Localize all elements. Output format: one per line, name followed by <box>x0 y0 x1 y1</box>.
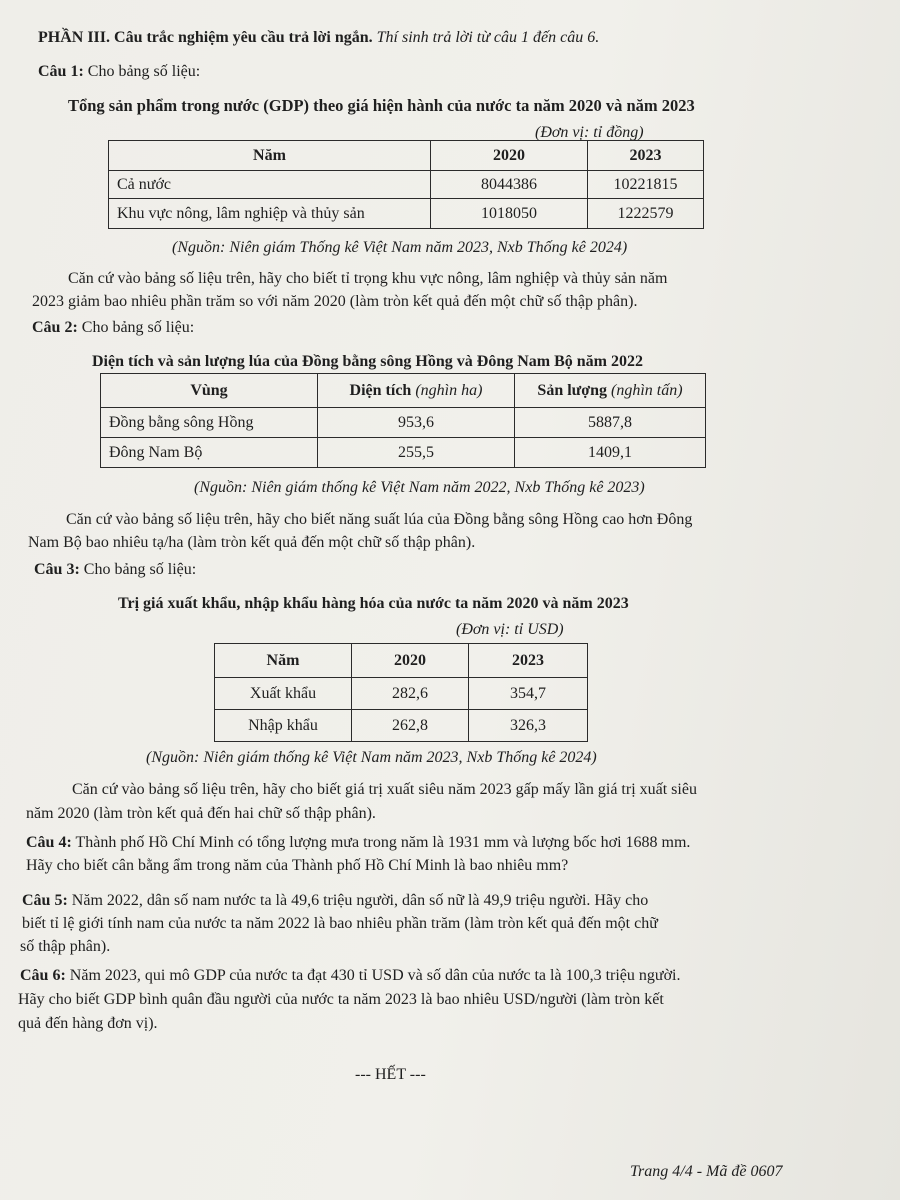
table-row: Xuất khẩu 282,6 354,7 <box>215 678 588 710</box>
q1-header: Câu 1: Cho bảng số liệu: <box>38 63 201 80</box>
q3-source: (Nguồn: Niên giám thống kê Việt Nam năm 2023, Nxb Thống kê 2024) <box>146 749 597 766</box>
q3-question-line2: năm 2020 (làm tròn kết quả đến hai chữ số thập phân). <box>26 805 376 822</box>
q2-table-title: Diện tích và sản lượng lúa của Đồng bằng sông Hồng và Đông Nam Bộ năm 2022 <box>92 353 643 370</box>
q3-header-2020: 2020 <box>352 644 469 678</box>
q3-header: Câu 3: Cho bảng số liệu: <box>34 561 197 578</box>
table-row: Đồng bằng sông Hồng 953,6 5887,8 <box>101 408 706 438</box>
q4-line2: Hãy cho biết cân bằng ẩm trong năm của Thành phố Hồ Chí Minh là bao nhiêu mm? <box>26 857 569 874</box>
q5-line2: biết tỉ lệ giới tính nam của nước ta năm 2022 là bao nhiêu phần trăm (làm tròn kết quả đến một chữ <box>22 915 658 932</box>
q3-question-line1: Căn cứ vào bảng số liệu trên, hãy cho biết giá trị xuất siêu năm 2023 gấp mấy lần giá trị xuất siêu <box>72 781 697 798</box>
q6-line2: Hãy cho biết GDP bình quân đầu người của nước ta năm 2023 là bao nhiêu USD/người (làm tròn kết <box>18 991 664 1008</box>
q1-unit: (Đơn vị: tỉ đồng) <box>535 124 644 141</box>
q6-line3: quả đến hàng đơn vị). <box>18 1015 158 1032</box>
q1-question-line1: Căn cứ vào bảng số liệu trên, hãy cho biết tỉ trọng khu vực nông, lâm nghiệp và thủy sản năm <box>68 270 668 287</box>
q1-header-2023: 2023 <box>588 141 704 171</box>
q3-table <box>214 643 588 742</box>
end-mark: --- HẾT --- <box>355 1066 426 1083</box>
table-row: Cả nước 8044386 10221815 <box>109 171 704 199</box>
q3-header-year: Năm <box>215 644 352 678</box>
q2-header-area: Diện tích (nghìn ha) <box>318 374 515 408</box>
q2-header-output: Sản lượng (nghìn tấn) <box>515 374 706 408</box>
q2-header: Câu 2: Cho bảng số liệu: <box>32 319 195 336</box>
q1-header-2020: 2020 <box>431 141 588 171</box>
q3-table-title: Trị giá xuất khẩu, nhập khẩu hàng hóa của nước ta năm 2020 và năm 2023 <box>118 595 629 612</box>
q2-question-line1: Căn cứ vào bảng số liệu trên, hãy cho biết năng suất lúa của Đồng bằng sông Hồng cao hơn Đông <box>66 511 693 528</box>
q1-header-year: Năm <box>109 141 431 171</box>
table-row: Khu vực nông, lâm nghiệp và thủy sản 1018050 1222579 <box>109 199 704 229</box>
q1-source: (Nguồn: Niên giám Thống kê Việt Nam năm 2023, Nxb Thống kê 2024) <box>172 239 628 256</box>
q2-table <box>100 373 706 468</box>
q1-table <box>108 140 704 229</box>
table-row: Nhập khẩu 262,8 326,3 <box>215 710 588 742</box>
q4-line1: Câu 4: Thành phố Hồ Chí Minh có tổng lượng mưa trong năm là 1931 mm và lượng bốc hơi 1688 mm. <box>26 834 691 851</box>
table-row: Đông Nam Bộ 255,5 1409,1 <box>101 438 706 468</box>
part-heading: PHẦN III. Câu trắc nghiệm yêu cầu trả lời ngắn. Thí sinh trả lời từ câu 1 đến câu 6. <box>38 29 600 46</box>
q5-line1: Câu 5: Năm 2022, dân số nam nước ta là 49,6 triệu người, dân số nữ là 49,9 triệu người. Hãy cho <box>22 892 649 909</box>
q6-line1: Câu 6: Năm 2023, qui mô GDP của nước ta đạt 430 tỉ USD và số dân của nước ta là 100,3 triệu người. <box>20 967 681 984</box>
q1-table-title: Tổng sản phẩm trong nước (GDP) theo giá hiện hành của nước ta năm 2020 và năm 2023 <box>68 96 695 115</box>
q1-question-line2: 2023 giảm bao nhiêu phần trăm so với năm 2020 (làm tròn kết quả đến một chữ số thập phân). <box>32 293 638 310</box>
page-footer: Trang 4/4 - Mã đề 0607 <box>630 1163 783 1180</box>
q3-unit: (Đơn vị: tỉ USD) <box>456 621 564 638</box>
q2-header-region: Vùng <box>101 374 318 408</box>
q3-header-2023: 2023 <box>469 644 588 678</box>
q2-source: (Nguồn: Niên giám thống kê Việt Nam năm 2022, Nxb Thống kê 2023) <box>194 479 645 496</box>
q5-line3: số thập phân). <box>20 938 111 955</box>
q2-question-line2: Nam Bộ bao nhiêu tạ/ha (làm tròn kết quả đến một chữ số thập phân). <box>28 534 476 551</box>
